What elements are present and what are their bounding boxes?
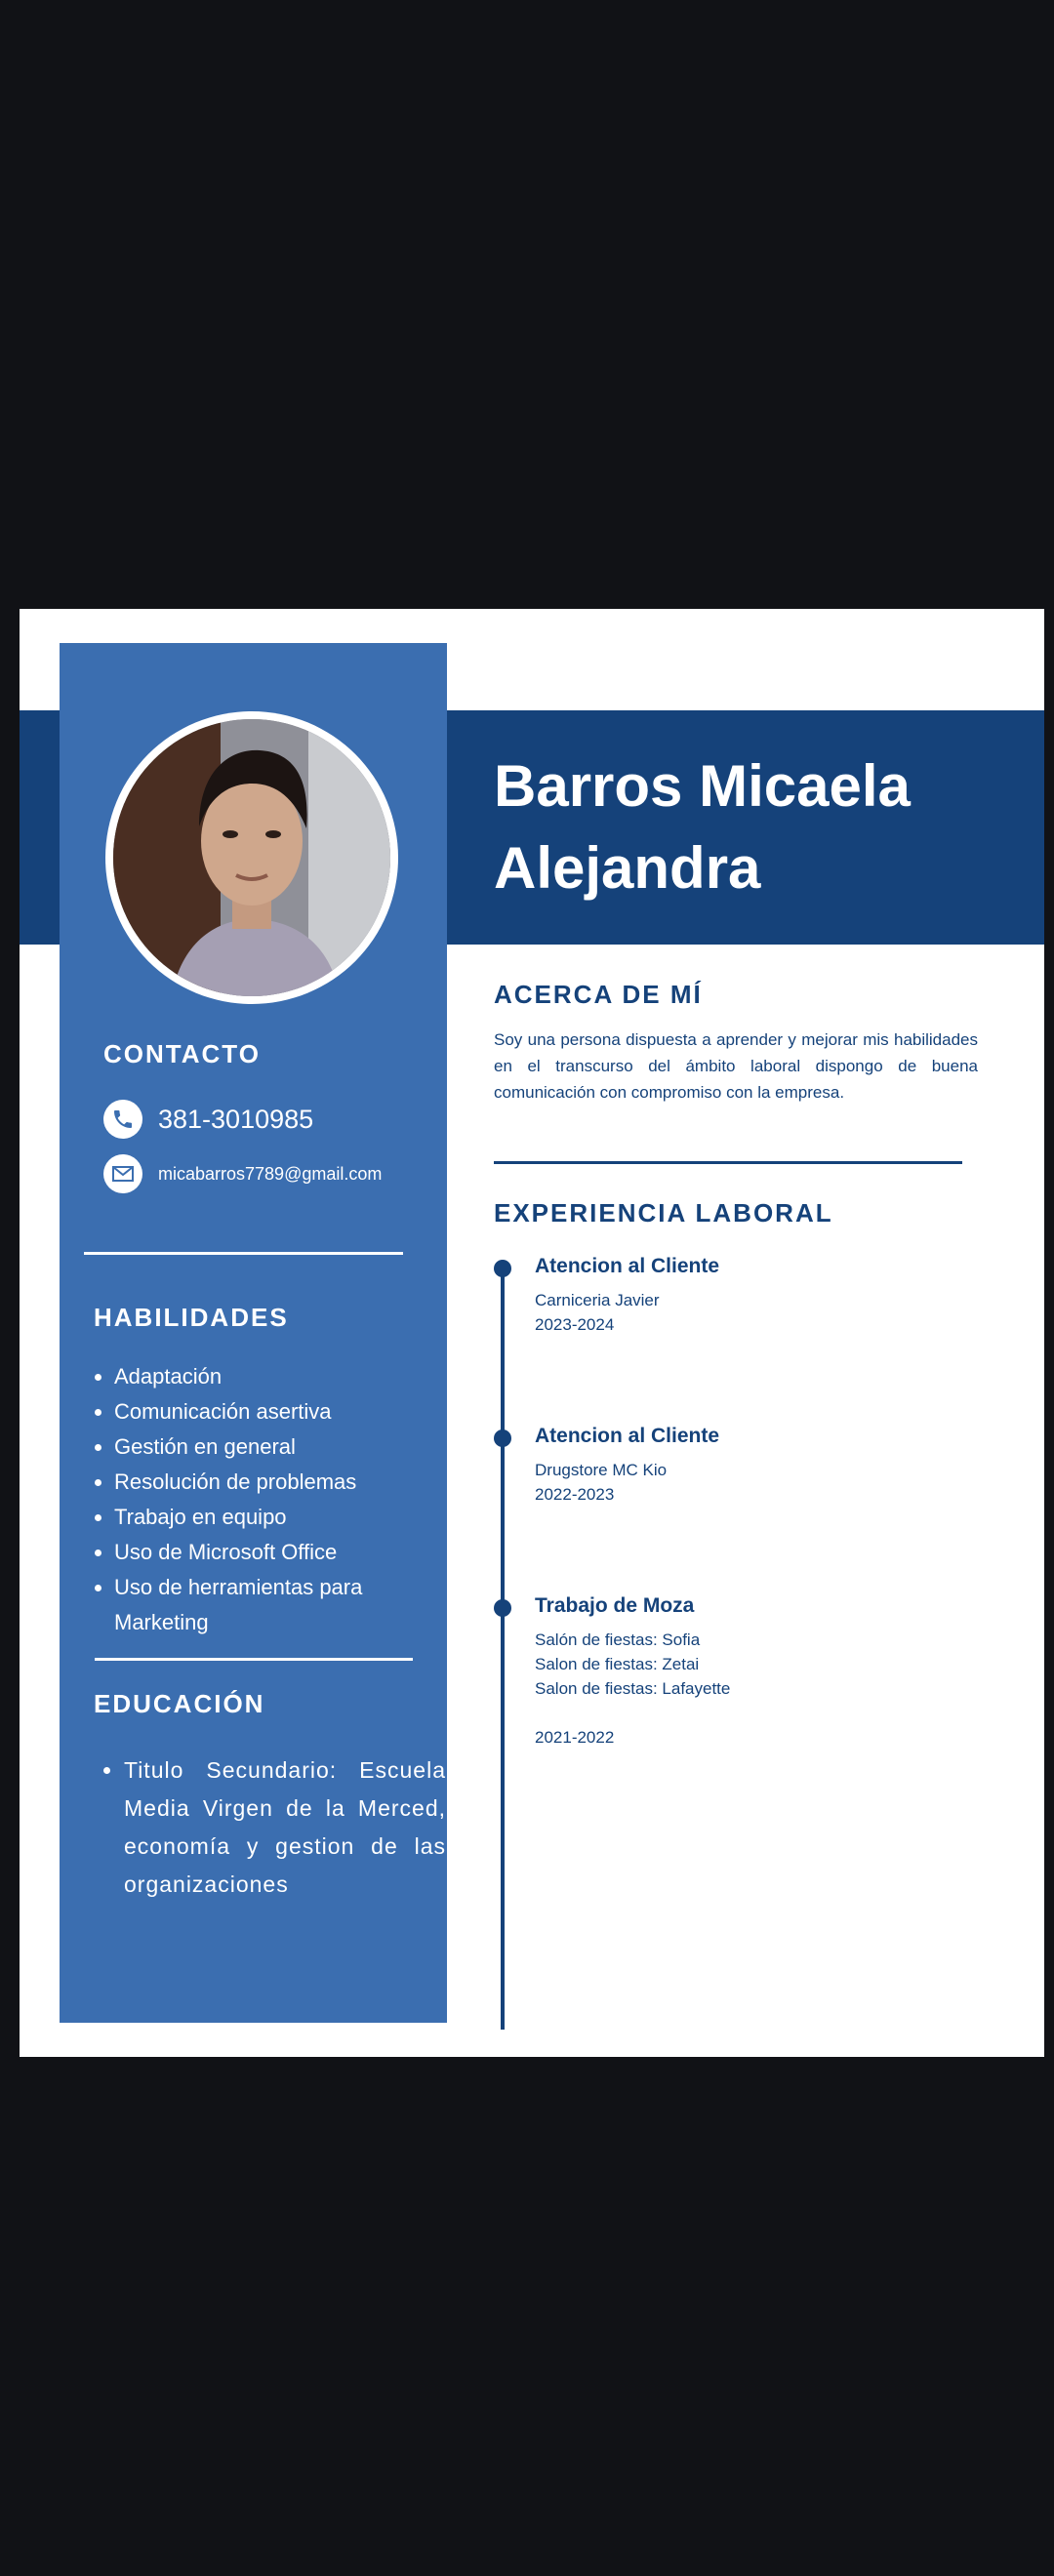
skill-item: • Resolución de problemas xyxy=(114,1465,446,1500)
education-item: • Titulo Secundario: Escuela Media Virgen de la Merced, economía y gestion de las organizaciones xyxy=(124,1751,446,1904)
profile-photo-frame xyxy=(105,711,398,1004)
job-employer: Drugstore MC Kio xyxy=(535,1461,668,1479)
education-list xyxy=(102,1751,446,1904)
job-title: Trabajo de Moza xyxy=(535,1594,695,1617)
experience-heading: EXPERIENCIA LABORAL xyxy=(494,1198,833,1228)
timeline-dot xyxy=(494,1260,511,1277)
job-employer: Salon de fiestas: Lafayette xyxy=(535,1679,731,1698)
about-text: Soy una persona dispuesta a aprender y mejorar mis habilidades en el transcurso del ámbito laboral dispongo de buena comunicación con compromiso con la empresa. xyxy=(494,1030,978,1102)
email-row[interactable] xyxy=(103,1154,382,1193)
job-period: 2022-2023 xyxy=(535,1485,615,1504)
about-heading: ACERCA DE MÍ xyxy=(494,980,703,1009)
education-heading: EDUCACIÓN xyxy=(94,1689,265,1718)
job-spacer xyxy=(535,1701,984,1725)
job-title: Atencion al Cliente xyxy=(535,1425,720,1447)
phone-number: 381-3010985 xyxy=(158,1104,314,1134)
contact-heading: CONTACTO xyxy=(103,1039,261,1068)
resume-page xyxy=(20,609,1044,2057)
candidate-name xyxy=(494,745,1021,909)
job-employer: Salón de fiestas: Sofia xyxy=(535,1630,701,1649)
contact-divider xyxy=(84,1252,403,1255)
timeline-dot xyxy=(494,1599,511,1617)
job-period: 2021-2022 xyxy=(535,1728,615,1747)
email-address: micabarros7789@gmail.com xyxy=(158,1163,383,1184)
name-line-2: Alejandra xyxy=(494,835,761,901)
skill-item: • Gestión en general xyxy=(114,1429,446,1465)
skills-divider xyxy=(95,1658,413,1661)
job-employer: Carniceria Javier xyxy=(535,1291,660,1309)
skill-item: • Uso de herramientas para Marketing xyxy=(114,1570,446,1640)
job-period: 2023-2024 xyxy=(535,1315,615,1334)
sidebar xyxy=(60,643,447,2023)
skill-item: • Adaptación xyxy=(114,1359,446,1394)
email-icon xyxy=(103,1154,142,1193)
skill-item: • Trabajo en equipo xyxy=(114,1500,446,1535)
job-employer: Salon de fiestas: Zetai xyxy=(535,1655,700,1673)
timeline-line xyxy=(501,1268,505,2030)
name-line-1: Barros Micaela xyxy=(494,753,911,819)
timeline-dot xyxy=(494,1429,511,1447)
profile-photo-illustration xyxy=(113,719,390,996)
job-title: Atencion al Cliente xyxy=(535,1255,720,1277)
phone-row[interactable] xyxy=(103,1100,313,1139)
job-entry xyxy=(535,1425,984,1507)
skill-item: • Uso de Microsoft Office xyxy=(114,1535,446,1570)
about-divider xyxy=(494,1161,962,1164)
skill-item: • Comunicación asertiva xyxy=(114,1394,446,1429)
phone-icon xyxy=(103,1100,142,1139)
skills-heading: HABILIDADES xyxy=(94,1303,289,1332)
job-entry xyxy=(535,1594,984,1750)
profile-photo xyxy=(113,719,390,996)
job-entry xyxy=(535,1255,984,1337)
skills-list xyxy=(93,1359,446,1640)
